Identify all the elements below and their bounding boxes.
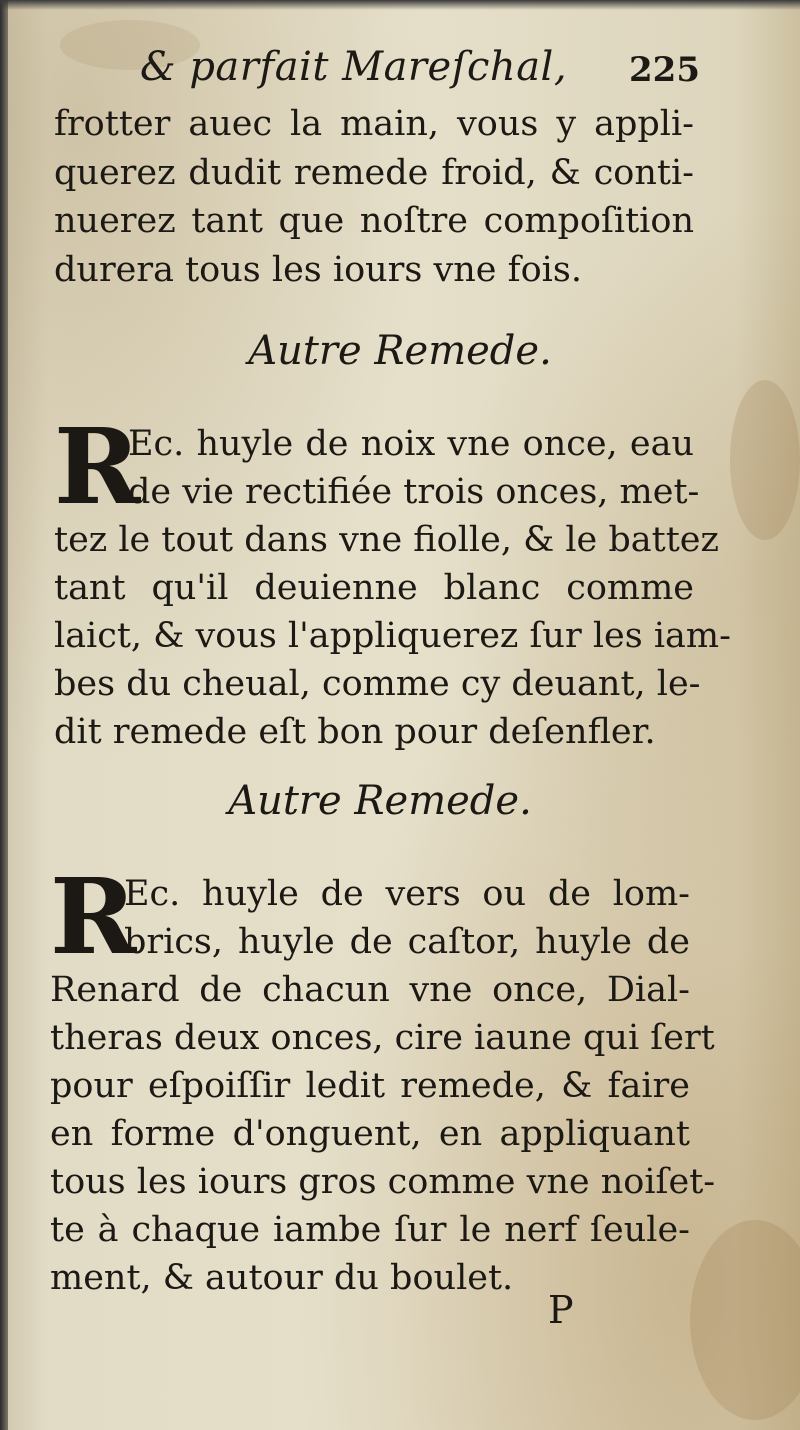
text-line: bes du cheual, comme cy deuant, le- xyxy=(54,664,701,704)
text-line: Renard de chacun vne once, Dial- xyxy=(50,970,690,1010)
remedy-paragraph xyxy=(54,405,731,756)
foxing-stain xyxy=(730,380,800,540)
text-line: tez le tout dans vne fiolle, & le battez xyxy=(54,520,719,560)
drop-cap: R xyxy=(50,855,137,978)
running-title: & parfait Mareſchal, xyxy=(140,44,568,90)
remedy-paragraph xyxy=(50,855,716,1302)
text-line: querez dudit remede froid, & conti- xyxy=(54,152,694,193)
text-line: en forme d'onguent, en appliquant xyxy=(50,1114,690,1154)
text-line: tant qu'il deuienne blanc comme xyxy=(54,568,694,608)
top-edge-shadow xyxy=(0,0,800,10)
text-line: Ec. huyle de vers ou de lom- xyxy=(124,874,690,914)
text-line: theras deux onces, cire iaune qui ſert xyxy=(50,1018,715,1058)
text-line: dit remede eſt bon pour deſenfler. xyxy=(54,712,656,752)
page-header xyxy=(140,44,700,104)
text-line: Ec. huyle de noix vne once, eau xyxy=(128,424,694,464)
drop-cap: R xyxy=(54,405,141,528)
text-line: pour eſpoiſſir ledit remede, & faire xyxy=(50,1066,690,1106)
text-line: laict, & vous l'appliquerez ſur les iam- xyxy=(54,616,731,656)
section-heading: Autre Remede. xyxy=(248,328,552,374)
page-number: 225 xyxy=(629,50,700,90)
section-heading: Autre Remede. xyxy=(228,778,532,824)
text-line: ment, & autour du boulet. xyxy=(50,1258,514,1298)
text-line: nuerez tant que noſtre compoſition xyxy=(54,201,694,241)
text-line: de vie rectifiée trois onces, met- xyxy=(128,472,700,512)
signature-mark: P xyxy=(548,1288,574,1332)
text-line: tous les iours gros comme vne noiſet- xyxy=(50,1162,716,1202)
text-line: frotter auec la main, vous y appli- xyxy=(54,104,694,144)
binding-edge xyxy=(0,0,8,1430)
text-line: brics, huyle de caſtor, huyle de xyxy=(124,922,690,962)
text-line: durera tous les iours vne fois. xyxy=(54,249,582,290)
intro-paragraph xyxy=(54,100,694,294)
foxing-stain xyxy=(690,1220,800,1420)
text-line: te à chaque iambe ſur le nerf ſeule- xyxy=(50,1210,690,1250)
